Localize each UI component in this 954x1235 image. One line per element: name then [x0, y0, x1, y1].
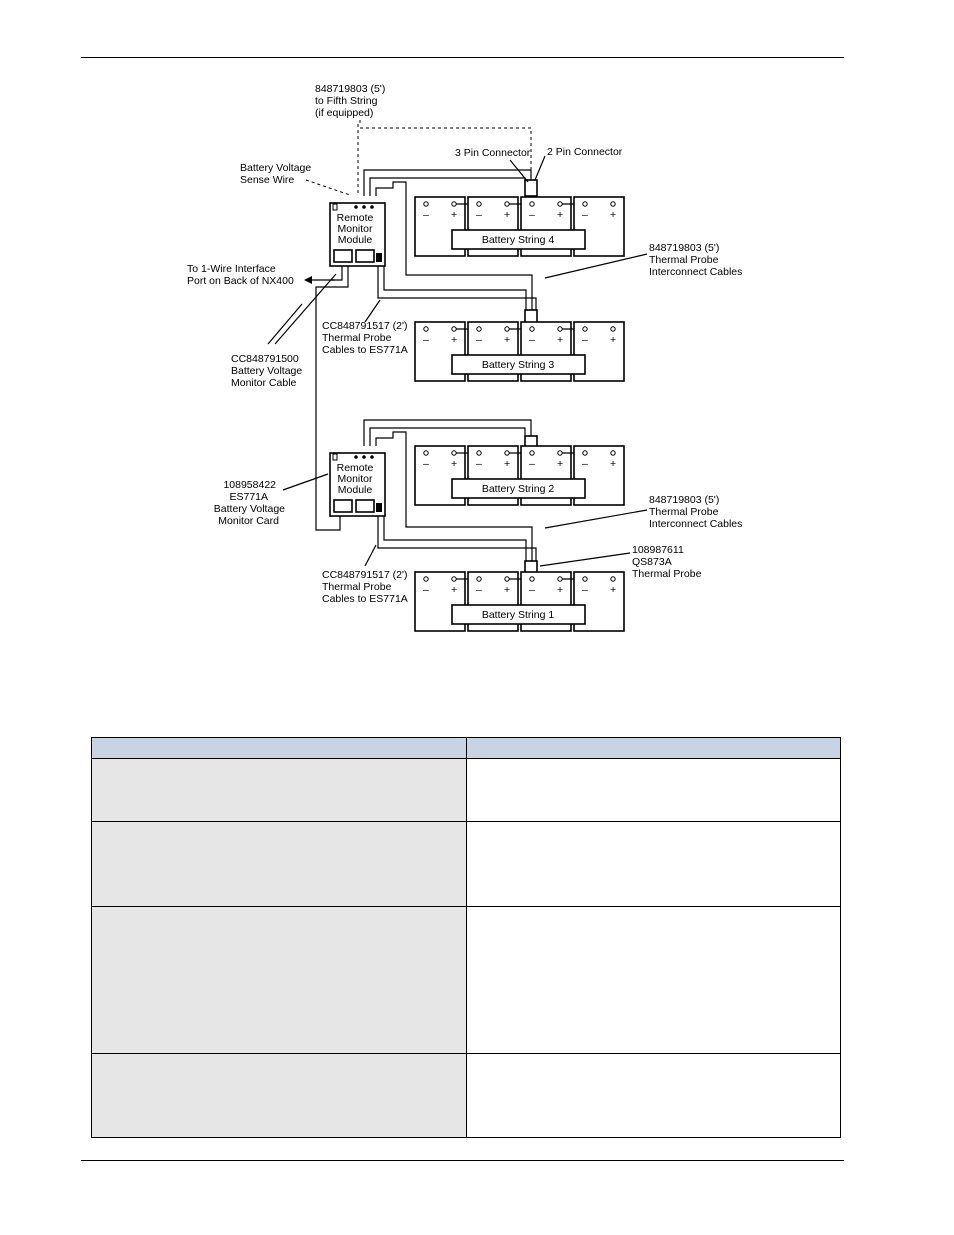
positive-terminal	[558, 327, 562, 331]
probe-cables-bottom-line-1: CC848791517 (2')	[322, 569, 408, 581]
positive-sign: +	[451, 458, 458, 470]
positive-terminal	[611, 577, 615, 581]
probe-line-2: QS873A	[632, 556, 672, 568]
probe-cables-top-line-1: CC848791517 (2')	[322, 320, 408, 332]
positive-sign: +	[451, 334, 458, 346]
positive-sign: +	[557, 209, 564, 221]
negative-sign: –	[582, 209, 588, 221]
negative-terminal	[477, 202, 481, 206]
negative-sign: –	[476, 458, 482, 470]
negative-terminal	[530, 577, 534, 581]
negative-terminal	[424, 327, 428, 331]
positive-terminal	[558, 202, 562, 206]
negative-sign: –	[423, 458, 429, 470]
steps-table	[91, 737, 841, 1138]
monitor-cable-line-2: Battery Voltage	[231, 365, 303, 377]
negative-sign: –	[476, 334, 482, 346]
negative-terminal	[477, 451, 481, 455]
interconnect-top-leader	[545, 254, 647, 278]
positive-sign: +	[451, 584, 458, 596]
module-label: Module	[337, 484, 373, 496]
remote-monitor-module	[330, 453, 385, 516]
module-label: Remote	[336, 462, 374, 474]
wire-low-d	[384, 510, 526, 561]
table-row	[92, 907, 841, 1054]
card-line-4: Monitor Card	[218, 515, 279, 527]
negative-sign: –	[529, 334, 535, 346]
table-header-description	[466, 738, 841, 759]
table-cell-step	[92, 759, 467, 822]
positive-sign: +	[504, 584, 511, 596]
module-tab	[333, 454, 337, 460]
module-connector	[376, 253, 382, 262]
negative-terminal	[583, 577, 587, 581]
positive-terminal	[505, 327, 509, 331]
positive-sign: +	[451, 209, 458, 221]
three-pin-label: 3 Pin Connector	[455, 147, 531, 159]
module-label: Monitor	[337, 473, 373, 485]
table-cell-step	[92, 1054, 467, 1138]
negative-terminal	[477, 577, 481, 581]
table-cell-description	[466, 759, 841, 822]
sense-wire-line-2: Sense Wire	[240, 174, 295, 186]
two-pin-label: 2 Pin Connector	[547, 146, 623, 158]
negative-sign: –	[529, 584, 535, 596]
three-pin-leader	[510, 160, 528, 182]
table-cell-step	[92, 907, 467, 1054]
module-terminal	[362, 205, 366, 209]
negative-sign: –	[529, 209, 535, 221]
footer-rule	[81, 1160, 844, 1161]
positive-sign: +	[504, 209, 511, 221]
negative-terminal	[530, 327, 534, 331]
negative-sign: –	[582, 584, 588, 596]
positive-sign: +	[557, 334, 564, 346]
probe-cables-top-line-2: Thermal Probe	[322, 332, 392, 344]
remote-monitor-module	[330, 203, 385, 266]
negative-sign: –	[476, 209, 482, 221]
probe-leader	[540, 553, 630, 566]
positive-terminal	[452, 451, 456, 455]
monitor-cable-line-3: Monitor Cable	[231, 377, 297, 389]
two-pin-leader	[535, 156, 545, 180]
negative-terminal	[583, 451, 587, 455]
probe-line-3: Thermal Probe	[632, 568, 702, 580]
negative-terminal	[477, 327, 481, 331]
interconnect-top-line-1: 848719803 (5')	[649, 242, 720, 254]
module-port	[334, 250, 352, 262]
module-terminal	[362, 455, 366, 459]
positive-terminal	[505, 451, 509, 455]
negative-sign: –	[582, 458, 588, 470]
probe-cables-top-leader	[365, 300, 380, 322]
card-line-1: 108958422	[223, 479, 276, 491]
battery-string	[415, 572, 624, 631]
module-label: Monitor	[337, 223, 373, 235]
card-leader	[283, 474, 328, 490]
fifth-cable-line-1: 848719803 (5')	[315, 83, 386, 95]
sense-wire-line-1: Battery Voltage	[240, 162, 312, 174]
positive-terminal	[611, 202, 615, 206]
wire-top-d	[384, 258, 526, 310]
wire-top-a	[364, 170, 531, 196]
fifth-cable-line-3: (if equipped)	[315, 107, 374, 119]
card-line-3: Battery Voltage	[213, 503, 285, 515]
interconnect-bottom-line-1: 848719803 (5')	[649, 494, 720, 506]
string-label: Battery String 1	[481, 609, 555, 621]
module-port	[334, 500, 352, 512]
positive-terminal	[505, 577, 509, 581]
positive-sign: +	[557, 458, 564, 470]
one-wire-line-1: To 1-Wire Interface	[187, 263, 276, 275]
negative-sign: –	[582, 334, 588, 346]
table-row	[92, 759, 841, 822]
table-header-row	[92, 738, 841, 759]
probe-line-1: 108987611	[632, 544, 684, 556]
positive-terminal	[505, 202, 509, 206]
probe-cables-top-line-3: Cables to ES771A	[322, 344, 408, 356]
negative-sign: –	[423, 334, 429, 346]
positive-terminal	[558, 451, 562, 455]
probe-cables-bottom-line-2: Thermal Probe	[322, 581, 392, 593]
positive-sign: +	[504, 334, 511, 346]
module-connector	[376, 503, 382, 512]
module-port	[356, 500, 374, 512]
negative-sign: –	[476, 584, 482, 596]
positive-sign: +	[610, 334, 617, 346]
wire-low-e	[378, 510, 536, 561]
positive-sign: +	[504, 458, 511, 470]
one-wire-arrowhead	[304, 276, 312, 284]
battery-string	[415, 197, 624, 256]
negative-sign: –	[423, 209, 429, 221]
module-label: Module	[337, 234, 373, 246]
interconnect-bottom-leader	[545, 510, 647, 528]
monitor-cable-leader-1	[268, 304, 302, 344]
negative-terminal	[424, 202, 428, 206]
module-terminal	[354, 205, 358, 209]
positive-terminal	[558, 577, 562, 581]
negative-terminal	[424, 577, 428, 581]
wire-top-e	[378, 258, 536, 310]
string-label: Battery String 2	[481, 483, 555, 495]
negative-sign: –	[529, 458, 535, 470]
positive-sign: +	[610, 458, 617, 470]
interconnect-top-line-2: Thermal Probe	[649, 254, 719, 266]
negative-terminal	[583, 202, 587, 206]
module-tab	[333, 204, 337, 210]
positive-terminal	[611, 451, 615, 455]
battery-string	[415, 446, 624, 505]
remote-monitor-modules	[330, 203, 385, 516]
string-label: Battery String 4	[481, 234, 555, 246]
table-row	[92, 1054, 841, 1138]
table-cell-description	[466, 822, 841, 907]
module-terminal	[370, 455, 374, 459]
module-terminal	[370, 205, 374, 209]
positive-sign: +	[557, 584, 564, 596]
string-label: Battery String 3	[481, 359, 555, 371]
table-cell-description	[466, 1054, 841, 1138]
positive-sign: +	[610, 584, 617, 596]
one-wire-line-2: Port on Back of NX400	[187, 275, 294, 287]
module-port	[356, 250, 374, 262]
sense-wire-leader	[306, 180, 350, 195]
negative-sign: –	[423, 584, 429, 596]
positive-terminal	[611, 327, 615, 331]
positive-terminal	[452, 577, 456, 581]
positive-terminal	[452, 327, 456, 331]
positive-sign: +	[610, 209, 617, 221]
negative-terminal	[583, 327, 587, 331]
interconnect-bottom-line-3: Interconnect Cables	[649, 518, 743, 530]
probe-cables-bottom-line-3: Cables to ES771A	[322, 593, 408, 605]
battery-string	[415, 322, 624, 381]
monitor-cable-line-1: CC848791500	[231, 353, 299, 365]
three-pin-connector	[525, 180, 537, 196]
interconnect-bottom-line-2: Thermal Probe	[649, 506, 719, 518]
module-label: Remote	[336, 212, 374, 224]
interconnect-top-line-3: Interconnect Cables	[649, 266, 743, 278]
table-cell-description	[466, 907, 841, 1054]
probe-cables-bottom-leader	[365, 545, 376, 566]
battery-strings	[415, 197, 624, 631]
module-terminal	[354, 455, 358, 459]
negative-terminal	[424, 451, 428, 455]
table-cell-step	[92, 822, 467, 907]
negative-terminal	[530, 202, 534, 206]
table-row	[92, 822, 841, 907]
negative-terminal	[530, 451, 534, 455]
positive-terminal	[452, 202, 456, 206]
table-header-step	[92, 738, 467, 759]
card-line-2: ES771A	[229, 491, 268, 503]
wire-low-a	[364, 420, 531, 446]
fifth-cable-line-2: to Fifth String	[315, 95, 378, 107]
